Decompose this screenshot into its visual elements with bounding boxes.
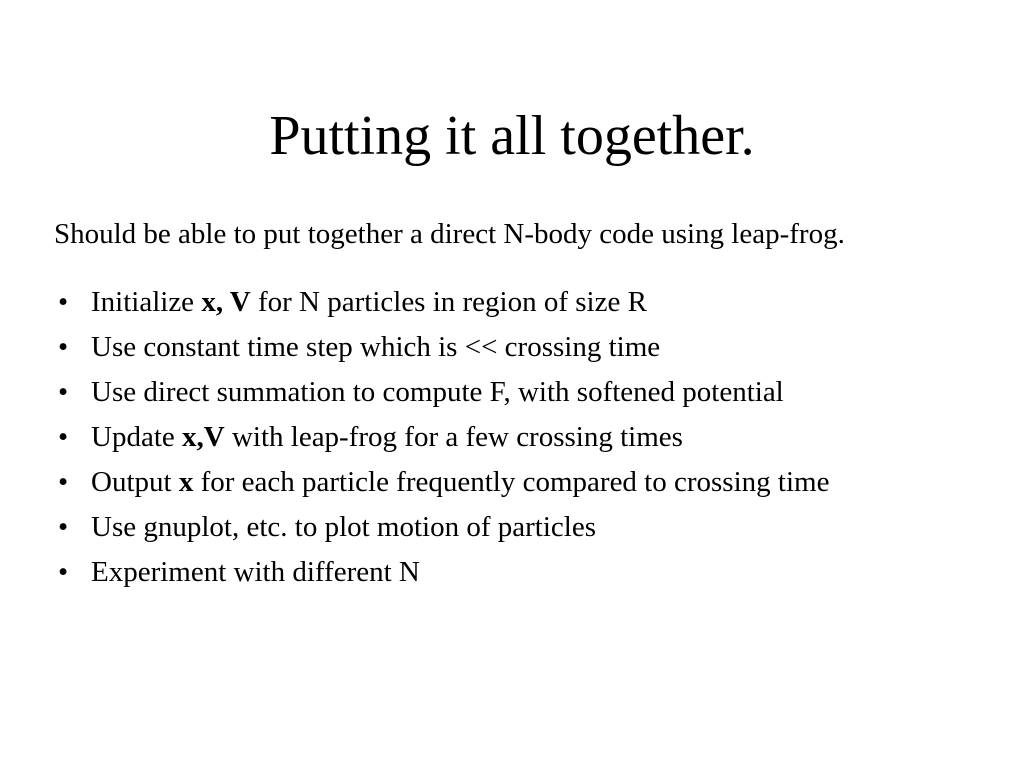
- bullet-item: [58, 325, 1008, 370]
- bullet-item: [58, 415, 1008, 460]
- bullet-item: [58, 370, 1008, 415]
- bullet-list: [58, 280, 1008, 595]
- bullet-text-tail: for N particles in region of size R: [250, 286, 647, 318]
- bullet-text: Use constant time step which is << crossing time: [91, 331, 661, 363]
- bullet-bold-text: x: [178, 466, 194, 498]
- bullet-text: Use direct summation to compute F, with softened potential: [91, 376, 784, 408]
- bullet-text: Initialize: [91, 286, 202, 318]
- intro-text: Should be able to put together a direct N-body code using leap-frog.: [54, 218, 845, 250]
- bullet-text: Experiment with different N: [91, 556, 420, 588]
- bullet-bold-text: x, V: [201, 286, 251, 318]
- bullet-item: [58, 505, 1008, 550]
- bullet-text-tail: for each particle frequently compared to crossing time: [193, 466, 830, 498]
- bullet-item: [58, 550, 1008, 595]
- bullet-dot-icon: •: [58, 286, 69, 318]
- bullet-text-tail: with leap-frog for a few crossing times: [224, 421, 683, 453]
- bullet-text: Update: [91, 421, 182, 453]
- bullet-dot-icon: •: [58, 466, 69, 498]
- slide-title: Putting it all together.: [269, 105, 755, 167]
- bullet-dot-icon: •: [58, 331, 69, 363]
- bullet-dot-icon: •: [58, 421, 69, 453]
- bullet-item: [58, 460, 1008, 505]
- bullet-dot-icon: •: [58, 376, 69, 408]
- bullet-item: [58, 280, 1008, 325]
- bullet-text: Use gnuplot, etc. to plot motion of particles: [91, 511, 596, 543]
- bullet-text: Output: [91, 466, 179, 498]
- bullet-bold-text: x,V: [182, 421, 225, 453]
- bullet-dot-icon: •: [58, 511, 69, 543]
- bullet-dot-icon: •: [58, 556, 69, 588]
